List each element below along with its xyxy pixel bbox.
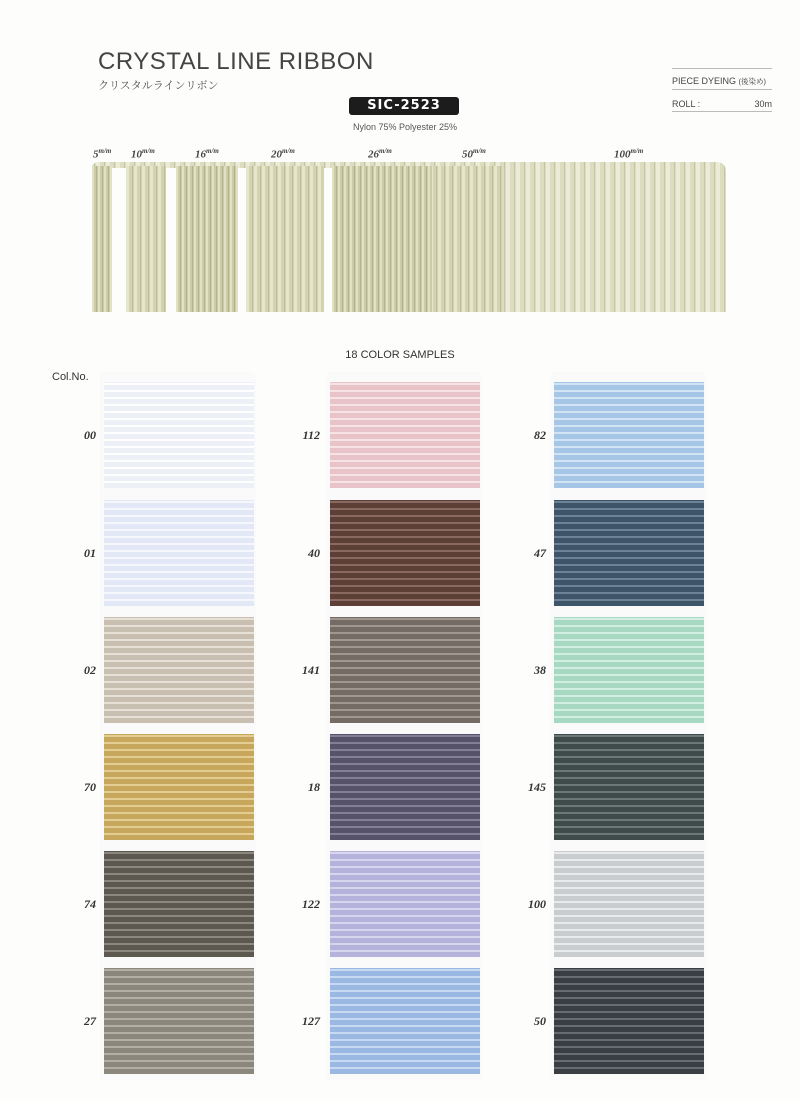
color-number: 70 xyxy=(84,780,96,794)
page-subtitle: クリスタルラインリボン xyxy=(98,80,219,92)
color-swatch xyxy=(104,382,254,488)
roll-row xyxy=(672,90,772,112)
color-swatch xyxy=(554,734,704,840)
width-unit: m/m xyxy=(142,147,155,155)
width-unit: m/m xyxy=(282,147,295,155)
width-number: 10 xyxy=(131,148,142,161)
width-unit: m/m xyxy=(379,147,392,155)
color-number: 00 xyxy=(84,428,96,442)
width-unit: m/m xyxy=(206,147,219,155)
width-sample-panel xyxy=(86,162,726,314)
color-swatch xyxy=(104,851,254,957)
color-swatch xyxy=(104,734,254,840)
color-swatch xyxy=(330,500,480,606)
width-number: 50 xyxy=(462,148,473,161)
color-swatch xyxy=(104,617,254,723)
width-label xyxy=(614,147,643,161)
width-label xyxy=(195,147,219,161)
roll-label: ROLL : xyxy=(672,99,701,109)
roll-value: 30m xyxy=(754,99,772,109)
samples-title: 18 COLOR SAMPLES xyxy=(345,349,455,361)
width-label xyxy=(462,147,486,161)
color-number: 127 xyxy=(302,1014,320,1028)
width-label xyxy=(271,147,295,161)
width-number: 26 xyxy=(368,148,379,161)
color-number: 112 xyxy=(302,428,320,442)
width-label xyxy=(93,147,111,161)
width-number: 5 xyxy=(93,148,99,161)
width-number: 16 xyxy=(195,148,206,161)
color-swatch xyxy=(104,968,254,1074)
width-number: 100 xyxy=(614,148,631,161)
product-code-badge: SIC-2523 xyxy=(349,97,459,115)
composition-text: Nylon 75% Polyester 25% xyxy=(352,122,458,132)
color-number: 50 xyxy=(534,1014,546,1028)
dyeing-label: PIECE DYEING xyxy=(672,76,737,86)
color-number: 38 xyxy=(534,663,546,677)
width-label xyxy=(368,147,392,161)
color-number: 40 xyxy=(308,546,320,560)
color-swatch xyxy=(330,382,480,488)
color-swatch xyxy=(554,382,704,488)
width-unit: m/m xyxy=(473,147,486,155)
width-unit: m/m xyxy=(630,147,644,155)
color-number: 145 xyxy=(528,780,546,794)
color-number: 100 xyxy=(528,897,546,911)
width-label xyxy=(131,147,155,161)
ribbon-20mm xyxy=(246,166,324,312)
spec-box xyxy=(672,68,772,112)
color-swatch xyxy=(554,968,704,1074)
color-swatch xyxy=(554,500,704,606)
dyeing-sub: (後染め) xyxy=(738,77,767,86)
col-no-label: Col.No. xyxy=(52,371,89,383)
color-number: 47 xyxy=(534,546,546,560)
width-unit: m/m xyxy=(98,147,112,155)
color-number: 122 xyxy=(302,897,320,911)
ribbon-26mm xyxy=(332,166,432,312)
color-number: 02 xyxy=(84,663,96,677)
width-number: 20 xyxy=(271,148,282,161)
color-swatch xyxy=(554,851,704,957)
page-title: CRYSTAL LINE RIBBON xyxy=(98,48,374,75)
color-swatch xyxy=(104,500,254,606)
color-number: 18 xyxy=(308,780,320,794)
color-number: 74 xyxy=(84,897,96,911)
color-number: 01 xyxy=(84,546,96,560)
ribbon-16mm xyxy=(176,166,238,312)
ribbon-5mm xyxy=(92,166,112,312)
color-number: 82 xyxy=(534,428,546,442)
color-swatch xyxy=(330,968,480,1074)
color-swatch xyxy=(330,851,480,957)
color-number: 141 xyxy=(302,663,320,677)
color-swatch xyxy=(330,734,480,840)
color-swatch xyxy=(554,617,704,723)
color-number: 27 xyxy=(84,1014,96,1028)
color-swatch xyxy=(330,617,480,723)
ribbon-10mm xyxy=(126,166,166,312)
dyeing-row xyxy=(672,68,772,90)
